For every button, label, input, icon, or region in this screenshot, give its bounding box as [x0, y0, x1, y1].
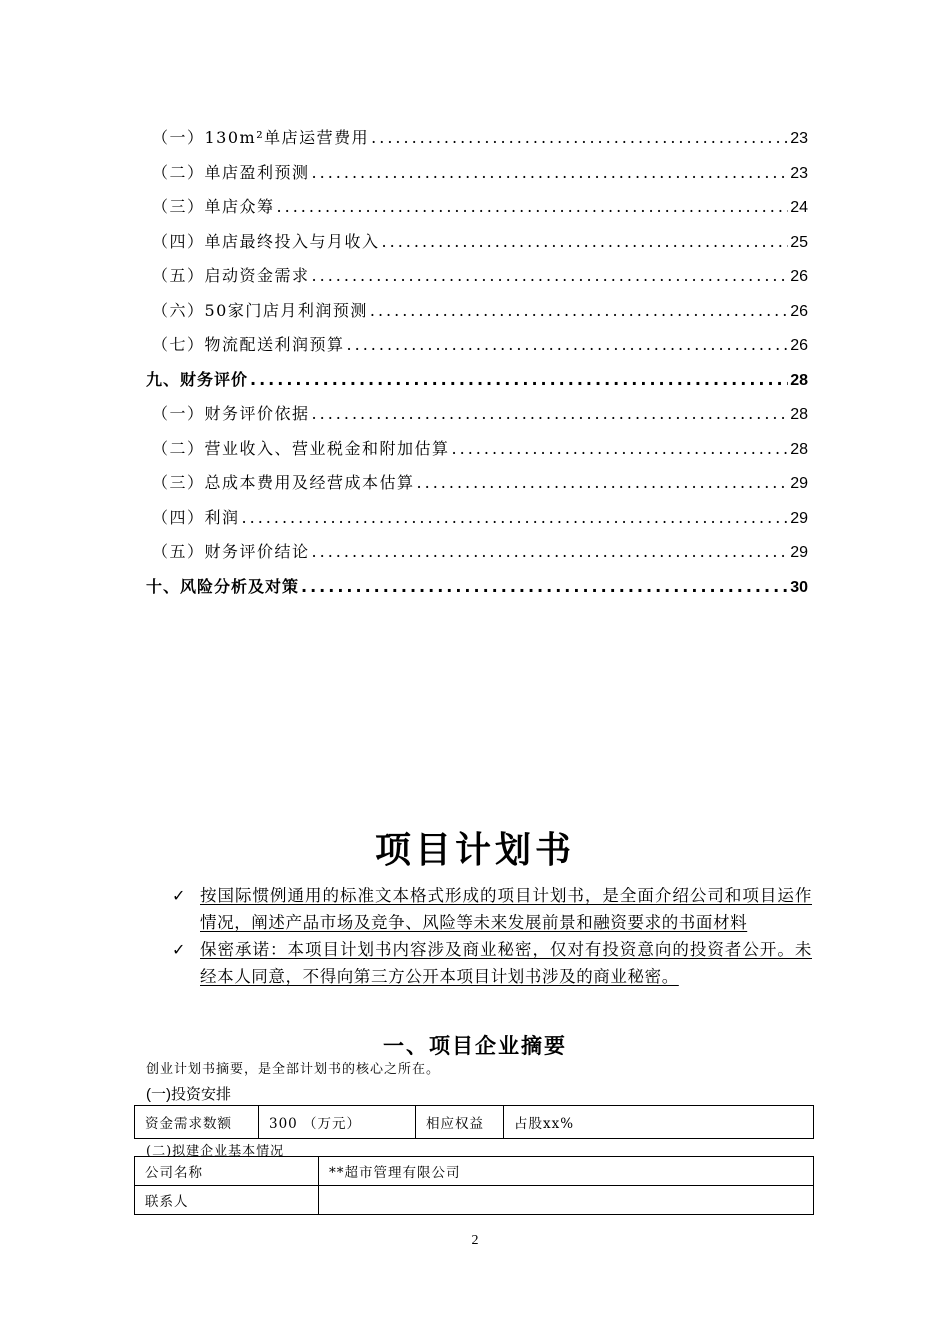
toc-leader-dots [452, 439, 789, 458]
table-cell-label: 联系人 [135, 1186, 319, 1215]
toc-entry[interactable] [146, 539, 808, 574]
toc-label: （七）物流配送利润预算 [152, 335, 345, 354]
toc-page: 29 [790, 509, 808, 527]
toc-leader-dots [301, 577, 788, 596]
bullet-text: 按国际惯例通用的标准文本格式形成的项目计划书，是全面介绍公司和项目运作情况，阐述产品市场及竞争、风险等未来发展前景和融资要求的书面材料 [200, 886, 812, 932]
table-cell-value [319, 1186, 814, 1215]
investment-table [134, 1105, 814, 1139]
document-title: 项目计划书 [374, 830, 575, 871]
company-info-table [134, 1156, 814, 1215]
table-row [135, 1186, 814, 1215]
toc-entry[interactable] [146, 194, 808, 229]
toc-leader-dots [250, 370, 788, 389]
intro-bullet-list [172, 882, 812, 990]
toc-leader-dots [242, 508, 789, 527]
toc-page: 23 [790, 130, 808, 147]
toc-entry[interactable] [146, 298, 808, 333]
toc-chapter-entry[interactable] [146, 367, 808, 402]
table-row [135, 1157, 814, 1186]
table-cell-value: **超市管理有限公司 [319, 1157, 814, 1186]
checkmark-icon: ✓ [172, 940, 186, 959]
list-item [172, 936, 812, 990]
table-cell: 相应权益 [416, 1106, 504, 1139]
table-cell: 300 （万元） [259, 1106, 416, 1139]
table-cell: 占股xx% [504, 1106, 814, 1139]
toc-label: 十、风险分析及对策 [146, 576, 300, 596]
toc-entry[interactable] [146, 263, 808, 298]
toc-label: 九、财务评价 [146, 369, 249, 389]
toc-entry[interactable] [146, 401, 808, 436]
toc-leader-dots [370, 301, 788, 320]
section-heading: 一、项目企业摘要 [383, 1034, 567, 1058]
toc-leader-dots [347, 335, 789, 354]
table-cell-label: 公司名称 [135, 1157, 319, 1186]
company-info-heading: (二)拟建企业基本情况 [146, 1144, 285, 1159]
summary-intro-text: 创业计划书摘要，是全部计划书的核心之所在。 [146, 1062, 441, 1077]
toc-page: 24 [790, 199, 808, 216]
investment-heading: (一)投资安排 [146, 1086, 231, 1103]
toc-leader-dots [312, 404, 789, 423]
toc-leader-dots [312, 163, 789, 182]
toc-page: 23 [790, 164, 808, 182]
toc-entry[interactable] [146, 125, 808, 160]
toc-label: （四）利润 [152, 507, 240, 527]
toc-page: 26 [790, 302, 808, 320]
toc-page: 28 [790, 406, 808, 423]
toc-entry[interactable] [146, 505, 808, 540]
toc-entry[interactable] [146, 470, 808, 505]
toc-label: （五）财务评价结论 [152, 542, 310, 561]
toc-leader-dots [277, 197, 789, 216]
toc-leader-dots [371, 128, 788, 147]
bullet-text: 保密承诺：本项目计划书内容涉及商业秘密，仅对有投资意向的投资者公开。未经本人同意，不得向第三方公开本项目计划书涉及的商业秘密。 [200, 940, 812, 986]
toc-label: （二）单店盈利预测 [152, 162, 310, 182]
toc-entry[interactable] [146, 436, 808, 471]
toc-label: （三）单店众筹 [152, 197, 275, 216]
toc-label: （四）单店最终投入与月收入 [152, 231, 380, 251]
table-row [135, 1106, 814, 1139]
checkmark-icon: ✓ [172, 886, 186, 905]
toc-label: （一）130m²单店运营费用 [152, 128, 370, 147]
toc-page: 30 [790, 578, 808, 596]
toc-label: （一）财务评价依据 [152, 404, 310, 423]
toc-leader-dots [312, 266, 789, 285]
toc-page: 26 [790, 268, 808, 285]
toc-chapter-entry[interactable] [146, 574, 808, 609]
toc-label: （三）总成本费用及经营成本估算 [152, 473, 415, 492]
toc-entry[interactable] [146, 332, 808, 367]
toc-entry[interactable] [146, 160, 808, 195]
toc-page: 25 [790, 233, 808, 251]
toc-page: 28 [790, 440, 808, 458]
table-cell: 资金需求数额 [135, 1106, 259, 1139]
page-number: 2 [471, 1233, 479, 1248]
toc-page: 28 [790, 371, 808, 389]
toc-page: 29 [790, 544, 808, 561]
toc-leader-dots [312, 542, 789, 561]
toc-label: （二）营业收入、营业税金和附加估算 [152, 438, 450, 458]
list-item [172, 882, 812, 936]
toc-page: 26 [790, 337, 808, 354]
toc-leader-dots [382, 232, 789, 251]
table-of-contents [146, 125, 808, 608]
toc-leader-dots [417, 473, 789, 492]
toc-label: （五）启动资金需求 [152, 266, 310, 285]
toc-entry[interactable] [146, 229, 808, 264]
toc-page: 29 [790, 475, 808, 492]
toc-label: （六）50家门店月利润预测 [152, 300, 368, 320]
